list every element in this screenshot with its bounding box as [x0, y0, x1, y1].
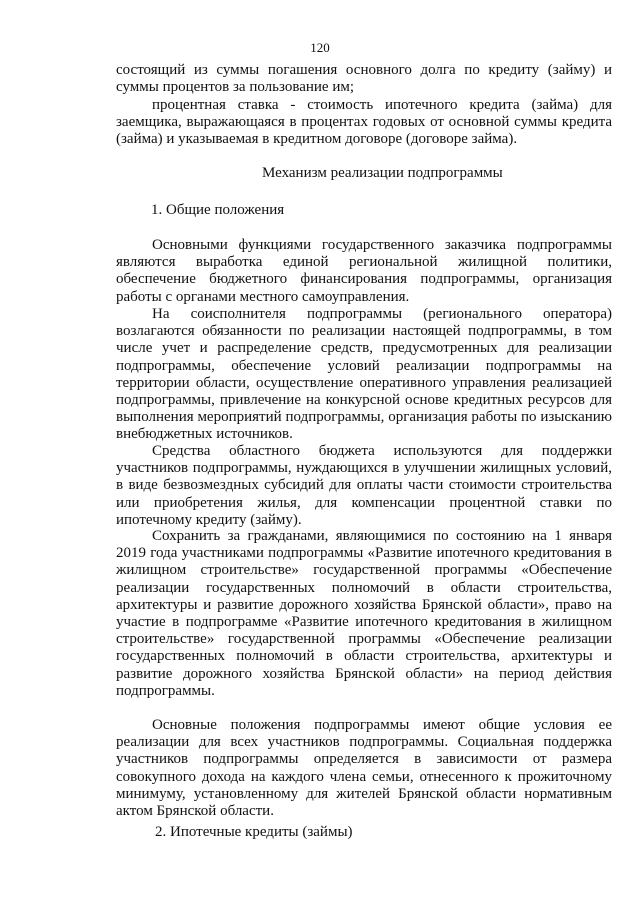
paragraph-main-provisions: Основные положения подпрограммы имеют общие условия ее реализации для всех участников подпрограммы. Социальная поддержка участников подпрограммы определяется в зависимости от размера совокупного дохода на каждого члена семьи, отнесенного к прожиточному минимуму, установленному для жителей Брянской области нормативным актом Брянской области. — [116, 717, 612, 820]
page-number: 120 — [310, 40, 330, 55]
paragraph-repayment-definition: состоящий из суммы погашения основного долга по кредиту (займу) и суммы процентов за пользование им; — [116, 62, 612, 96]
paragraph-interest-rate-definition: процентная ставка - стоимость ипотечного кредита (займа) для заемщика, выражающаяся в процентах годовых от основной суммы кредита (займа) и указываемая в кредитном договоре (договоре займа). — [116, 97, 612, 148]
paragraph-co-executor-duties: На соисполнителя подпрограммы (регионального оператора) возлагаются обязанности по реализации настоящей подпрограммы, в том числе учет и распределение средств, предусмотренных для реализации подпрограммы, обеспечение условий реализации подпрограммы на территории области, осуществление оперативного управления реализацией подпрограммы, привлечение на конкурсной основе кредитных ресурсов для выполнения мероприятий подпрограммы, организация работы по изысканию внебюджетных источников. — [116, 306, 612, 443]
section-heading-mortgage-loans: 2. Ипотечные кредиты (займы) — [155, 824, 353, 840]
paragraph-retain-participation: Сохранить за гражданами, являющимися по состоянию на 1 января 2019 года участниками подпрограммы «Развитие ипотечного кредитования в жилищном строительстве» государственной программы «Обеспечение реализации государственных полномочий в области строительства, архитектуры и развитие дорожного хозяйства Брянской области», право на участие в подпрограмме «Развитие ипотечного кредитования в жилищном строительстве» государственной программы «Обеспечение реализации государственных полномочий в области строительства, архитектуры и развитие дорожного хозяйства Брянской области» на период действия подпрограммы. — [116, 528, 612, 699]
paragraph-customer-functions: Основными функциями государственного заказчика подпрограммы являются выработка единой региональной жилищной политики, обеспечение бюджетного финансирования подпрограммы, организация работы с органами местного самоуправления. — [116, 237, 612, 305]
paragraph-regional-budget: Средства областного бюджета используются для поддержки участников подпрограммы, нуждающихся в улучшении жилищных условий, в виде безвозмездных субсидий для оплаты части стоимости строительства или приобретения жилья, для компенсации процентной ставки по ипотечному кредиту (займу). — [116, 443, 612, 528]
section-title-mechanism: Механизм реализации подпрограммы — [262, 165, 503, 181]
section-heading-general-provisions: 1. Общие положения — [151, 202, 285, 218]
